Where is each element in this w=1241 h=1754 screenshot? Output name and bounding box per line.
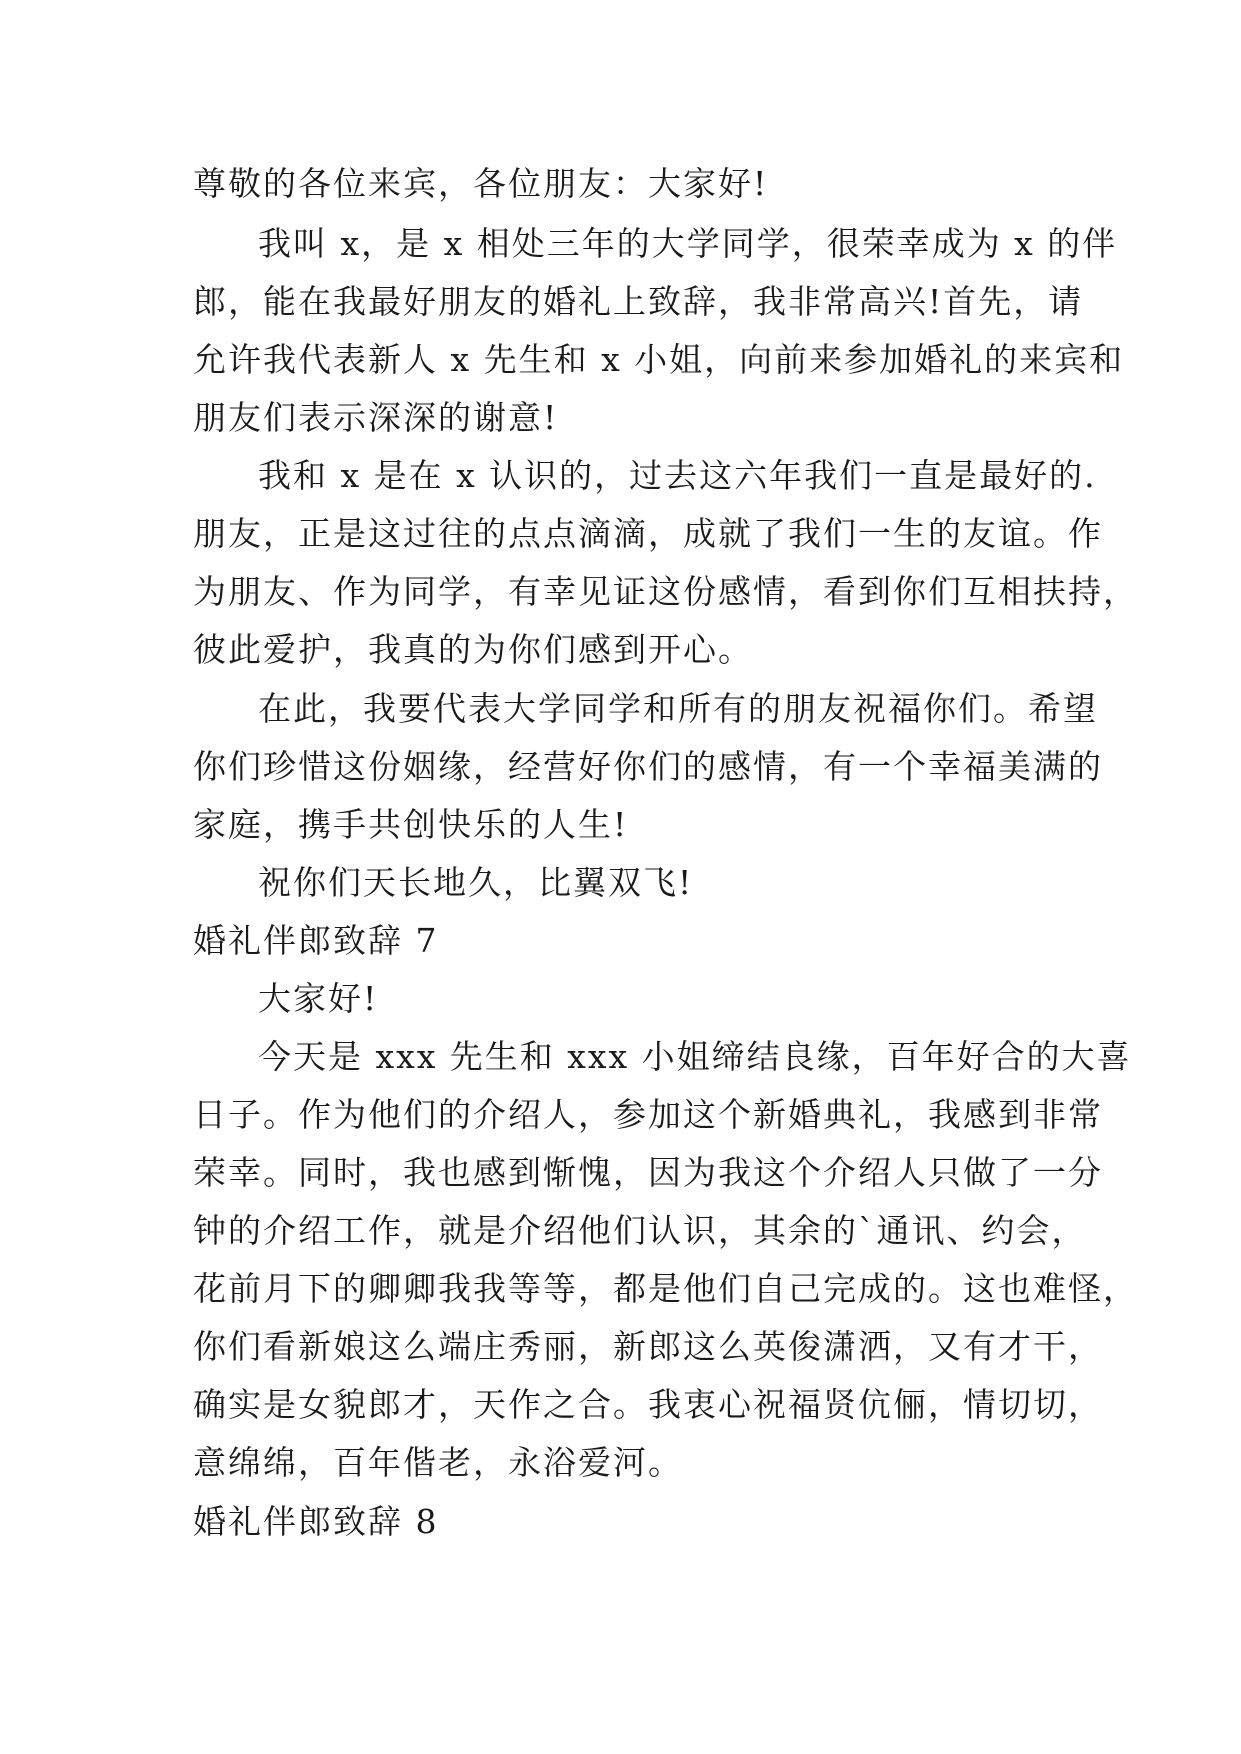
paragraph-line: 你们珍惜这份姻缘，经营好你们的感情，有一个幸福美满的 bbox=[193, 747, 1103, 786]
paragraph-line: 你们看新娘这么端庄秀丽，新郎这么英俊潇洒，又有才干， bbox=[193, 1327, 1103, 1366]
greeting-line: 大家好! bbox=[258, 979, 379, 1018]
paragraph-line: 确实是女貌郎才，天作之合。我衷心祝福贤伉俪，情切切， bbox=[193, 1385, 1103, 1424]
salutation-line: 尊敬的各位来宾，各位朋友：大家好! bbox=[193, 164, 769, 203]
paragraph-line: 日子。作为他们的介绍人，参加这个新婚典礼，我感到非常 bbox=[193, 1095, 1103, 1134]
paragraph-line: 意绵绵，百年偕老，永浴爱河。 bbox=[193, 1443, 683, 1482]
paragraph-line: 允许我代表新人 x 先生和 x 小姐，向前来参加婚礼的来宾和 bbox=[193, 340, 1125, 379]
section-heading: 婚礼伴郎致辞 8 bbox=[193, 1502, 439, 1541]
paragraph-line: 彼此爱护，我真的为你们感到开心。 bbox=[193, 630, 753, 669]
paragraph-line: 我和 x 是在 x 认识的，过去这六年我们一直是最好的. bbox=[258, 456, 1097, 495]
paragraph-line: 花前月下的卿卿我我等等，都是他们自己完成的。这也难怪， bbox=[193, 1269, 1138, 1308]
paragraph-line: 在此，我要代表大学同学和所有的朋友祝福你们。希望 bbox=[258, 689, 1098, 728]
paragraph-line: 为朋友、作为同学，有幸见证这份感情，看到你们互相扶持， bbox=[193, 572, 1138, 611]
paragraph-line: 家庭，携手共创快乐的人生! bbox=[193, 805, 629, 844]
paragraph-line: 我叫 x，是 x 相处三年的大学同学，很荣幸成为 x 的伴 bbox=[258, 224, 1118, 263]
paragraph-line: 祝你们天长地久，比翼双飞! bbox=[258, 863, 694, 902]
paragraph-line: 钟的介绍工作，就是介绍他们认识，其余的`通讯、约会， bbox=[193, 1211, 1087, 1250]
paragraph-line: 朋友们表示深深的谢意! bbox=[193, 398, 559, 437]
paragraph-line: 朋友，正是这过往的点点滴滴，成就了我们一生的友谊。作 bbox=[193, 514, 1103, 553]
paragraph-line: 今天是 xxx 先生和 xxx 小姐缔结良缘，百年好合的大喜 bbox=[258, 1037, 1132, 1076]
section-heading: 婚礼伴郎致辞 7 bbox=[193, 921, 439, 960]
paragraph-line: 郎，能在我最好朋友的婚礼上致辞，我非常高兴!首先，请 bbox=[193, 282, 1084, 321]
paragraph-line: 荣幸。同时，我也感到惭愧，因为我这个介绍人只做了一分 bbox=[193, 1153, 1103, 1192]
